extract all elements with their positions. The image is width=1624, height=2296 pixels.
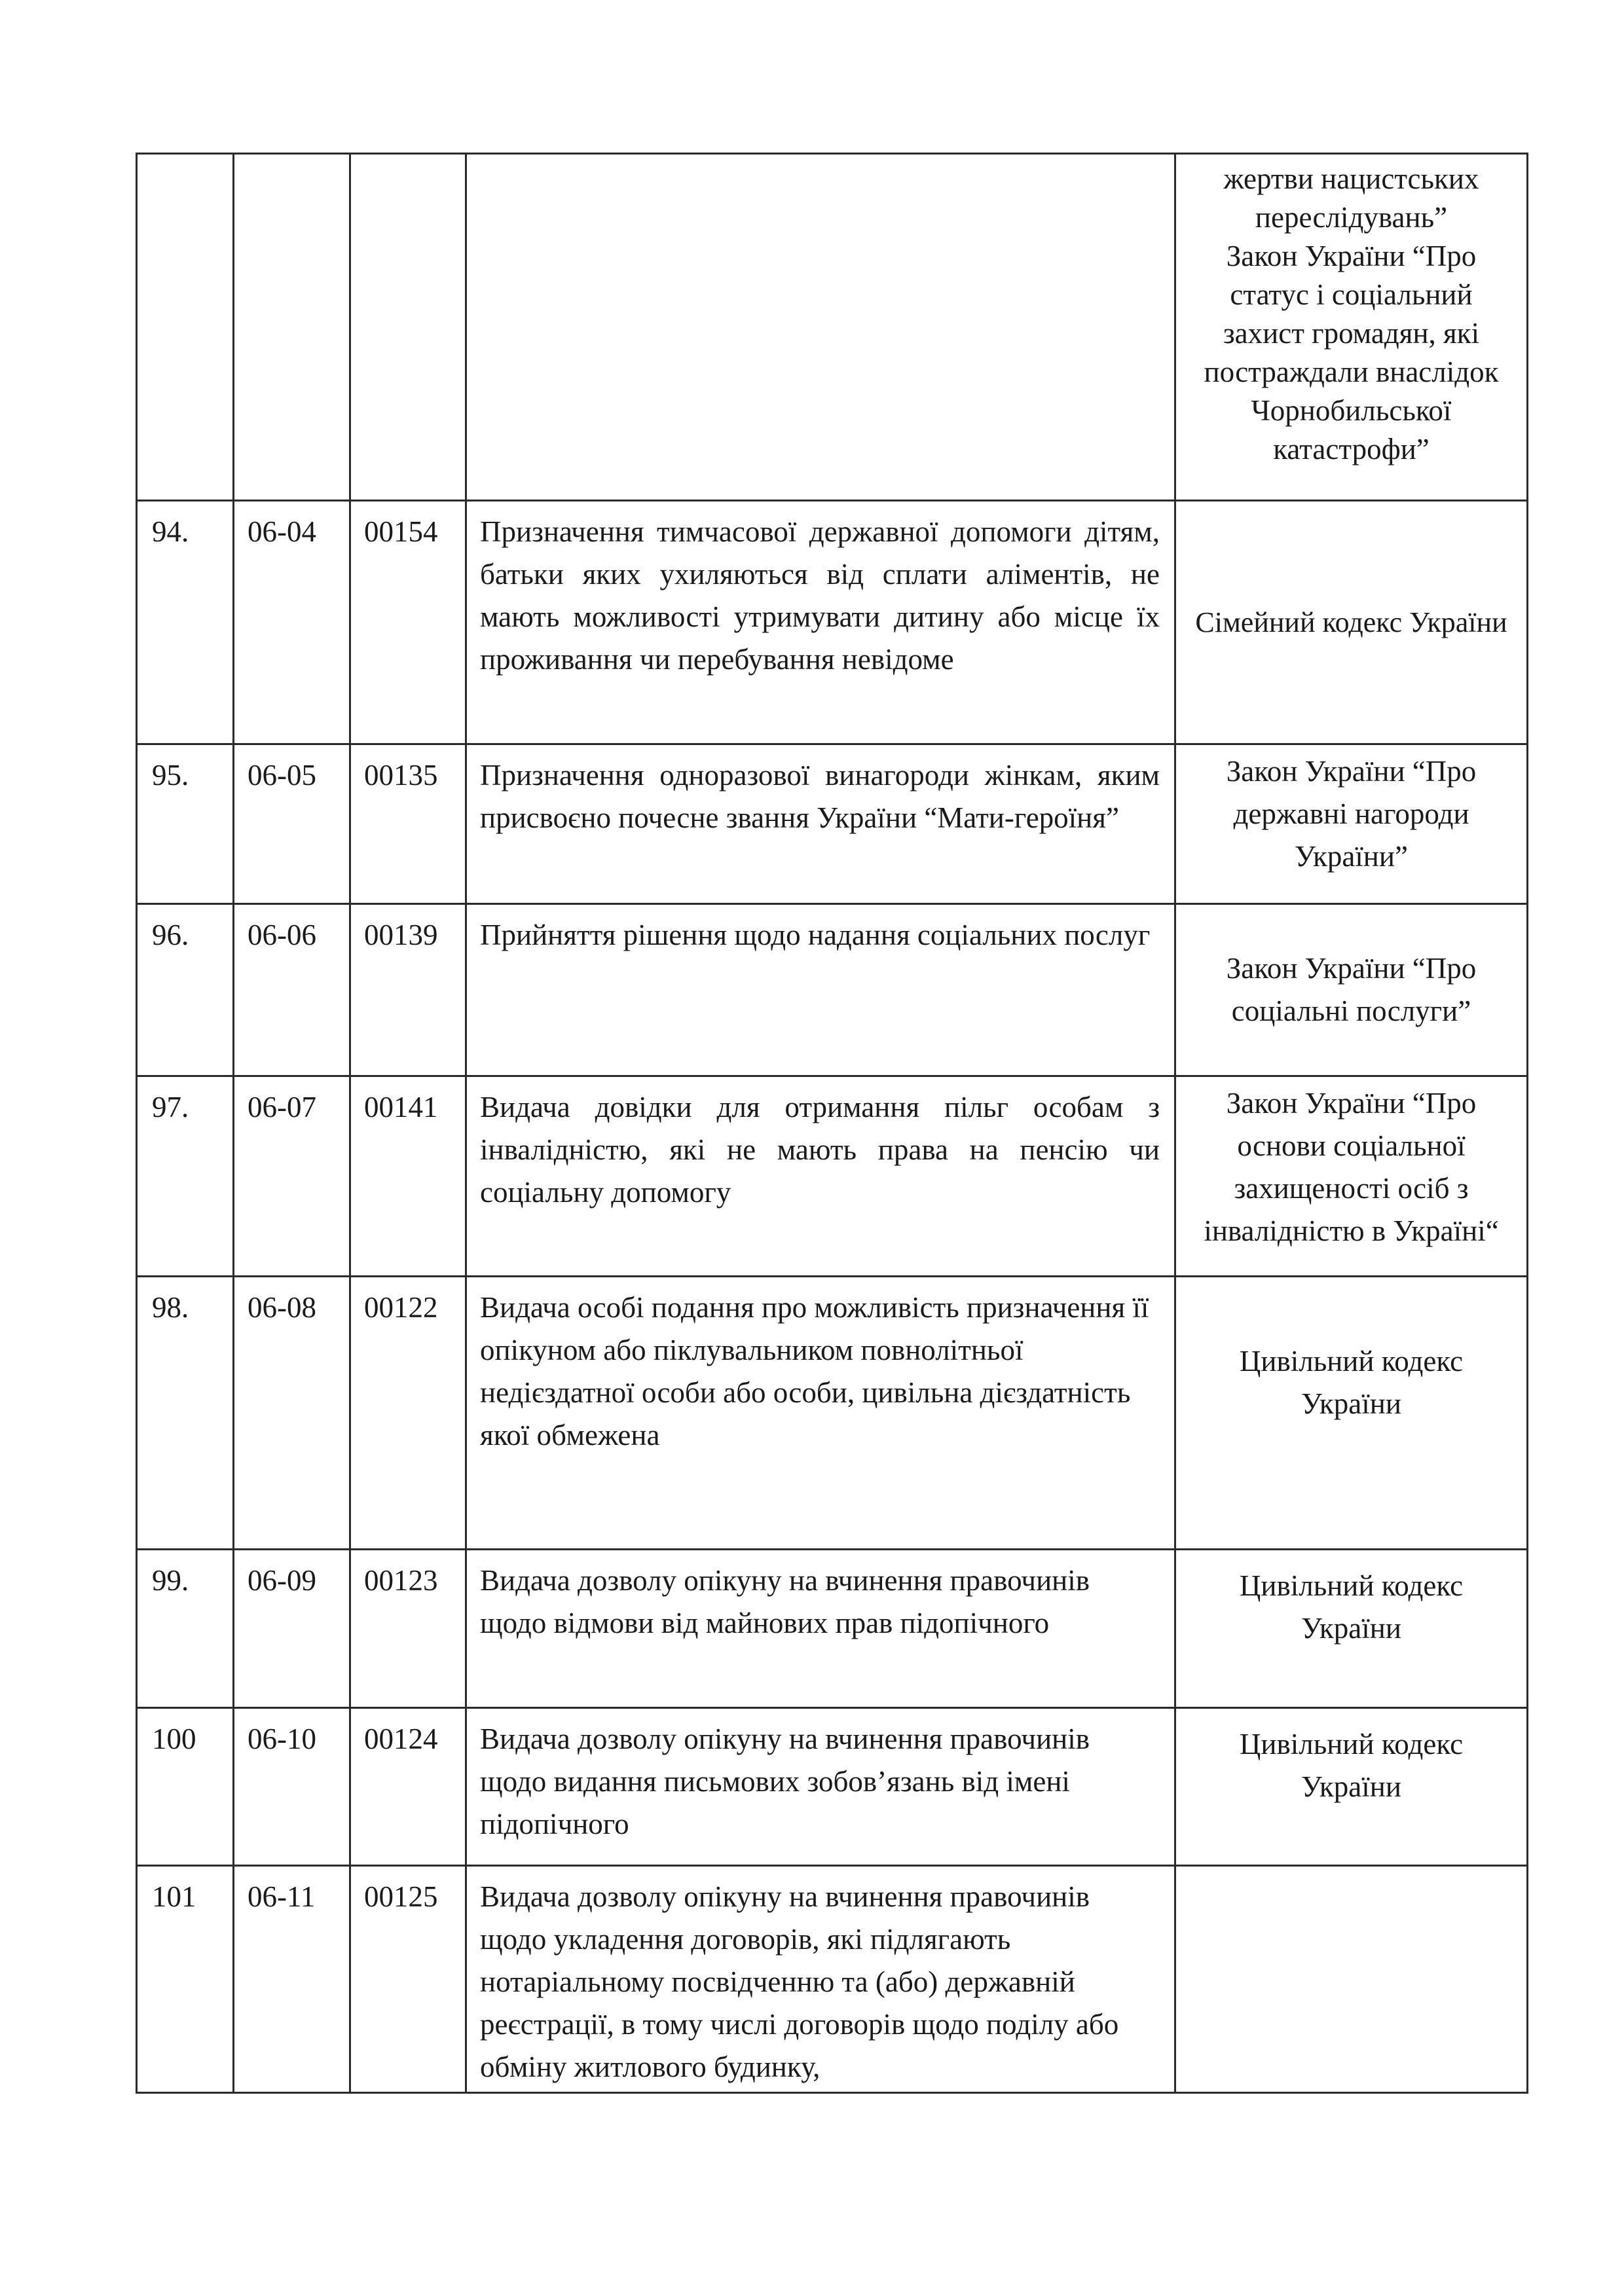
law-line: Чорнобильської [1251,394,1452,427]
row-code: 06-10 [234,1708,350,1866]
row-number: 98. [137,1277,234,1550]
description-text: Прийняття рішення щодо надання соціальних послуг [480,919,1151,951]
row-law [1175,904,1528,1076]
description-text: Видача дозволу опікуну на вчинення правочинів щодо укладення договорів, які підлягають нотаріальному посвідченню та (або) державній реєстрації, в тому числі договорів щодо поділу або обміну житлового будинку, [480,1880,1119,2083]
row-law [1175,1866,1528,2093]
table-row [137,1277,1528,1550]
table-row [137,1550,1528,1708]
row-id: 00135 [350,744,466,904]
row-number: 99. [137,1550,234,1708]
row-description [466,1708,1175,1866]
row-description [466,1076,1175,1277]
row-code: 06-07 [234,1076,350,1277]
row-code [234,154,350,501]
row-code: 06-09 [234,1550,350,1708]
row-number: 97. [137,1076,234,1277]
table-row [137,154,1528,501]
law-line: Цивільний кодекс [1239,1569,1464,1602]
row-description [466,1550,1175,1708]
law-line: Цивільний кодекс [1239,1728,1464,1760]
law-line: жертви нацистських [1223,162,1479,195]
row-number: 94. [137,501,234,744]
description-text: Видача особі подання про можливість призначення її опікуном або піклувальником повнолітньої недієздатної особи або особи, цивільна дієздатність якої обмежена [480,1291,1149,1451]
description-text: Призначення одноразової винагороди жінкам, яким присвоєно почесне звання України “Мати-героїня” [480,759,1160,834]
row-law [1175,1708,1528,1866]
law-line: Закон України “Про [1226,952,1477,985]
table-row [137,501,1528,744]
table-row [137,1866,1528,2093]
table-row [137,1076,1528,1277]
row-code: 06-04 [234,501,350,744]
law-line: Закон України “Про [1226,240,1477,272]
row-id: 00154 [350,501,466,744]
row-description [466,154,1175,501]
row-id [350,154,466,501]
row-description [466,501,1175,744]
row-number: 100 [137,1708,234,1866]
row-description [466,904,1175,1076]
description-text: Видача дозволу опікуну на вчинення правочинів щодо видання письмових зобов’язань від імені підопічного [480,1722,1090,1840]
row-code: 06-06 [234,904,350,1076]
table-row [137,1708,1528,1866]
description-text: Видача довідки для отримання пільг особам з інвалідністю, які не мають права на пенсію чи соціальну допомогу [480,1091,1160,1209]
law-line: Цивільний кодекс [1239,1345,1464,1377]
law-line: основи соціальної [1237,1129,1466,1162]
law-line: державні нагороди [1233,797,1469,830]
table-row [137,904,1528,1076]
row-law [1175,744,1528,904]
services-table [136,153,1528,2094]
row-id: 00124 [350,1708,466,1866]
row-law [1175,154,1528,501]
row-code: 06-05 [234,744,350,904]
row-number: 101 [137,1866,234,2093]
law-line: Закон України “Про [1226,1087,1477,1120]
law-line: Сімейний кодекс України [1195,606,1507,638]
table-row [137,744,1528,904]
law-line: захищеності осіб з [1234,1172,1469,1205]
row-code: 06-11 [234,1866,350,2093]
row-number: 95. [137,744,234,904]
row-id: 00125 [350,1866,466,2093]
row-id: 00139 [350,904,466,1076]
row-code: 06-08 [234,1277,350,1550]
law-line: захист громадян, які [1223,317,1480,350]
row-description [466,1866,1175,2093]
law-line: катастрофи” [1273,433,1430,465]
row-law [1175,1076,1528,1277]
description-text: Призначення тимчасової державної допомоги дітям, батьки яких ухиляються від сплати аліментів, не мають можливості утримувати дитину або місце їх проживання чи перебування невідоме [480,515,1160,676]
description-text: Видача дозволу опікуну на вчинення правочинів щодо відмови від майнових прав підопічного [480,1564,1090,1639]
law-line: соціальні послуги” [1231,994,1471,1027]
row-description [466,1277,1175,1550]
law-line: України” [1295,840,1408,873]
law-line: статус і соціальний [1230,278,1473,311]
law-line: Закон України “Про [1226,755,1477,788]
row-id: 00122 [350,1277,466,1550]
law-line: переслідувань” [1255,201,1448,234]
row-number [137,154,234,501]
law-line: постраждали внаслідок [1204,355,1499,388]
row-law [1175,1550,1528,1708]
row-id: 00123 [350,1550,466,1708]
row-law [1175,501,1528,744]
law-line: України [1301,1387,1401,1420]
law-line: України [1301,1770,1401,1803]
row-description [466,744,1175,904]
row-number: 96. [137,904,234,1076]
row-law [1175,1277,1528,1550]
law-line: України [1301,1612,1401,1645]
row-id: 00141 [350,1076,466,1277]
law-line: інвалідністю в Україні“ [1204,1214,1499,1247]
